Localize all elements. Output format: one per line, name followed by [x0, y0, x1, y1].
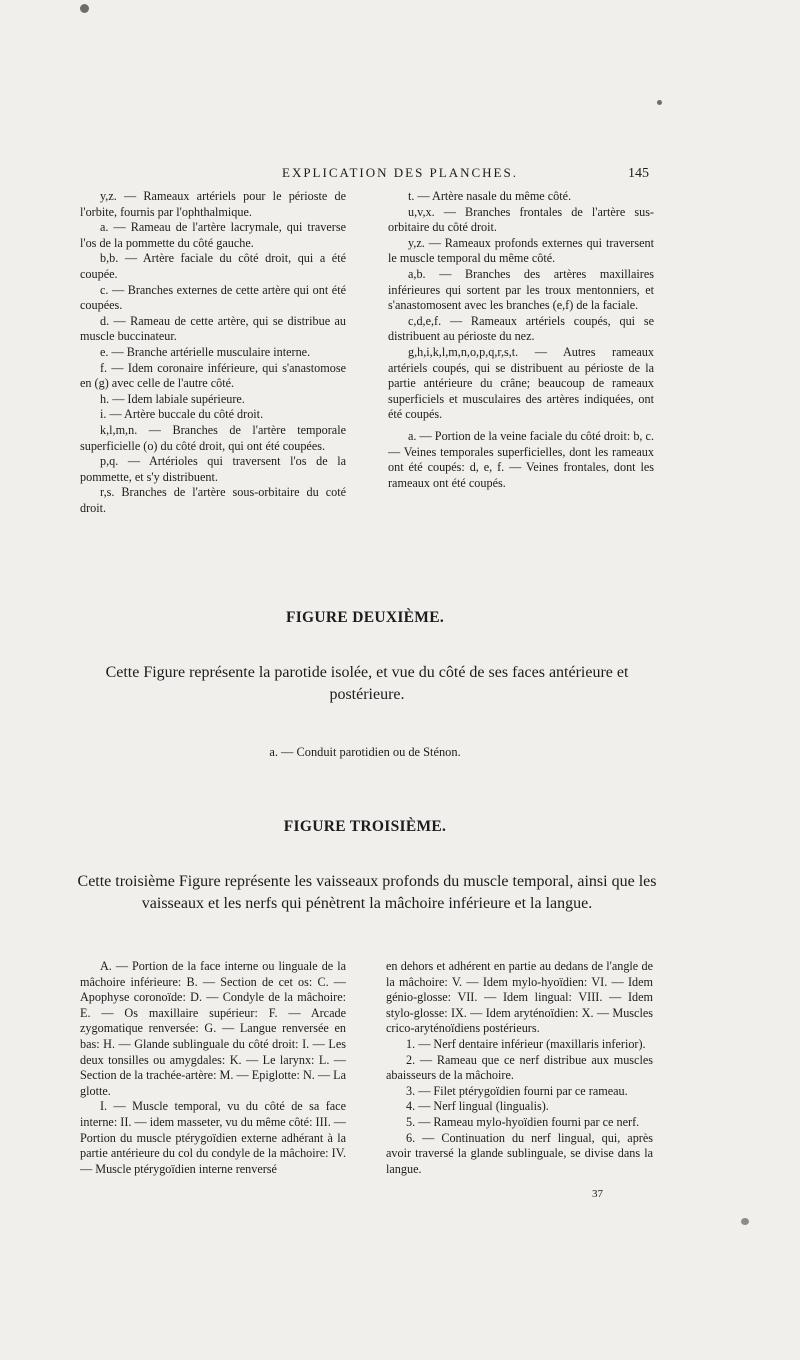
figure3-right-column [386, 959, 653, 1177]
entry-yz: y,z. — Rameaux artériels pour le périoste de l'orbite, fournis par l'ophthalmique. [80, 189, 346, 219]
entry-yz-deep: y,z. — Rameaux profonds externes qui traversent le muscle temporal du même côté. [388, 235, 654, 266]
signature-mark: 37 [592, 1188, 603, 1200]
entry-ab: a,b. — Branches des artères maxillaires inférieures qui sortent par les troux mentonniers, et s'anastomosent avec les branches (e,f) de la faciale. [388, 266, 654, 313]
nerve-item-4: 4. — Nerf lingual (lingualis). [406, 1099, 549, 1114]
page-number: 145 [628, 166, 649, 181]
figure2-heading: FIGURE DEUXIÈME. [285, 609, 445, 626]
section1-left-column [80, 189, 346, 516]
section1-right-column [388, 189, 654, 491]
entry-i: i. — Artère buccale du côté droit. [100, 407, 264, 422]
figure3-left-column [80, 959, 346, 1177]
nerve-item-6: 6. — Continuation du nerf lingual, qui, après avoir traversé la glande sublinguale, se divise dans la langue. [386, 1130, 653, 1176]
entry-t: t. — Artère nasale du même côté. [408, 189, 572, 203]
nerve-item-5: 5. — Rameau mylo-hyoïdien fourni par ce nerf. [406, 1114, 640, 1129]
running-title: EXPLICATION DES PLANCHES. [282, 165, 518, 180]
bones-legend: A. — Portion de la face interne ou linguale de la mâchoire inférieure: B. — Section de cet os: C. — Apophyse coronoïde: D. — Condyle de la mâchoire: E. — Os maxillaire supérieur: F. — Arcade zygomatique renversée: G. — Langue renversée en bas: H. — Glande sublinguale du côté droit: I. — Les deux tonsilles ou amygdales: K. — Le larynx: L. — Section de la trachée-artère: M. — Epiglotte: N. — La glotte. [80, 959, 346, 1098]
muscles-legend: I. — Muscle temporal, vu du côté de sa face interne: II. — idem masseter, vu du même côté: III. — Portion du muscle ptérygoïdien externe adhérant à la partie antérieure du col du condyle de la mâchoire: IV. — Muscle ptérygoïdien interne renversé [80, 1099, 346, 1176]
entry-c: c. — Branches externes de cette artère qui ont été coupées. [80, 282, 346, 313]
figure3-lead: Cette troisième Figure représente les vaisseaux profonds du muscle temporal, ainsi que les vaisseaux et les nerfs qui pénètrent la mâchoire inférieure et la langue. [77, 873, 657, 912]
nerve-item-2: 2. — Rameau que ce nerf distribue aux muscles abaisseurs de la mâchoire. [386, 1052, 653, 1083]
entry-f: f. — Idem coronaire inférieure, qui s'anastomose en (g) avec celle de l'autre côté. [80, 360, 346, 391]
entry-d: d. — Rameau de cette artère, qui se distribue au muscle buccinateur. [80, 313, 346, 344]
entry-e: e. — Branche artérielle musculaire interne. [100, 344, 311, 359]
figure2-lead: Cette Figure représente la parotide isolée, et vue du côté de ses faces antérieure et postérieure. [105, 664, 629, 703]
ink-speck [741, 1218, 749, 1225]
entry-h: h. — Idem labiale supérieure. [100, 391, 245, 406]
nerve-item-3: 3. — Filet ptérygoïdien fourni par ce rameau. [406, 1083, 628, 1098]
figure2-caption: a. — Conduit parotidien ou de Sténon. [269, 745, 461, 759]
entry-cdef: c,d,e,f. — Rameaux artériels coupés, qui se distribuent au périoste du nez. [388, 313, 654, 344]
entry-ghik: g,h,i,k,l,m,n,o,p,q,r,s,t. — Autres rameaux artériels coupés, qui se distribuent au périoste de la partie antérieure du crâne; beaucoup de rameaux superficiels et musculaires des artères indiquées, ont été coupés. [388, 344, 654, 422]
ink-speck [657, 100, 662, 105]
muscles-legend-continued: en dehors et adhérent en partie au dedans de l'angle de la mâchoire: V. — Idem mylo-hyoïdien: VI. — Idem génio-glosse: VII. — Idem lingual: VIII. — Idem stylo-glosse: IX. — Idem aryténoïdien: X. — Muscles crico-aryténoïdiens postérieurs. [386, 959, 653, 1036]
entry-uvx: u,v,x. — Branches frontales de l'artère sus-orbitaire du côté droit. [388, 204, 654, 235]
ink-speck [80, 4, 89, 13]
entry-klmn: k,l,m,n. — Branches de l'artère temporale superficielle (o) du côté droit, qui ont été coupées. [80, 422, 346, 453]
entry-a: a. — Rameau de l'artère lacrymale, qui traverse l'os de la pommette du côté gauche. [80, 220, 346, 250]
figure3-heading: FIGURE TROISIÈME. [283, 818, 447, 835]
entry-veins: a. — Portion de la veine faciale du côté droit: b, c. — Veines temporales superficielles, dont les rameaux ont été coupés: d, e, f. — Veines frontales, dont les rameaux ont été coupés. [388, 428, 654, 490]
nerve-item-1: 1. — Nerf dentaire inférieur (maxillaris inferior). [406, 1036, 646, 1051]
entry-rs: r,s. Branches de l'artère sous-orbitaire du coté droit. [80, 485, 346, 515]
entry-pq: p,q. — Artérioles qui traversent l'os de la pommette, et s'y distribuent. [80, 454, 346, 484]
entry-bb: b,b. — Artère faciale du côté droit, qui a été coupée. [80, 251, 346, 281]
